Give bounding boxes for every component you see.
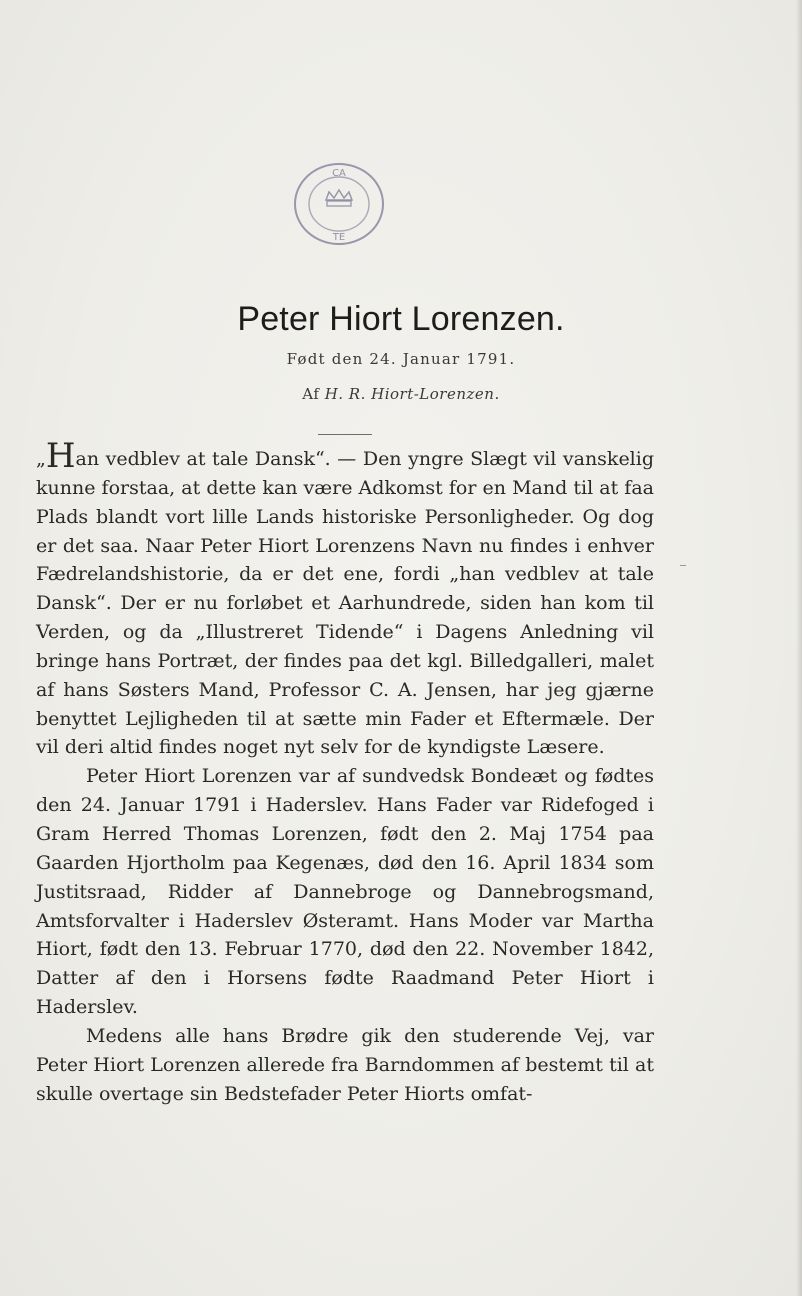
stamp-top-text: CA <box>332 168 346 179</box>
paragraph-1-text: an vedblev at tale Dansk“. — Den yngre Slægt vil vanskelig kunne forstaa, at dette kan være Adkomst for en Mand til at faa Plads blandt vort lille Lands historiske Personligheder. Og dog er det saa. Naar Peter Hiort Lorenzens Navn nu findes i enhver Fædrelandshistorie, da er det ene, fordi „han vedblev at tale Dansk“. Der er nu forløbet et Aarhundrede, siden han kom til Verden, og da „Illustreret Tidende“ i Dagens Anledning vil bringe hans Portræt, der findes paa det kgl. Billedgalleri, malet af hans Søsters Mand, Professor C. A. Jensen, har jeg gjærne benyttet Lejligheden til at sætte min Fader et Eftermæle. Der vil deri altid findes noget nyt selv for de kyndigste Læsere. <box>36 448 654 759</box>
article-body <box>36 436 654 1108</box>
page-edge-shadow <box>796 0 802 1296</box>
article-byline <box>0 385 802 403</box>
opening-quote: „ <box>36 448 46 470</box>
paragraph-3: Medens alle hans Brødre gik den studerende Vej, var Peter Hiort Lorenzen allerede fra Barndommen af bestemt til at skulle overtage sin Bedstefader Peter Hiorts omfat- <box>36 1024 654 1105</box>
byline-prefix: Af <box>302 385 320 403</box>
paragraph-2: Peter Hiort Lorenzen var af sundvedsk Bondeæt og fødtes den 24. Januar 1791 i Haderslev. Hans Fader var Ridefoged i Gram Herred Thomas Lorenzen, født den 2. Maj 1754 paa Gaarden Hjortholm paa Kegenæs, død den 16. April 1834 som Justitsraad, Ridder af Dannebroge og Dannebrogsmand, Amtsforvalter i Haderslev Østeramt. Hans Moder var Martha Hiort, født den 13. Februar 1770, død den 22. November 1842, Datter af den i Horsens fødte Raadmand Peter Hiort i Haderslev. <box>36 765 654 1019</box>
margin-mark <box>680 565 686 566</box>
article-subtitle: Født den 24. Januar 1791. <box>286 350 516 368</box>
title-divider <box>318 434 372 435</box>
drop-cap: H <box>45 436 76 476</box>
crown-icon <box>326 190 352 200</box>
stamp-bottom-text: TE <box>332 232 346 243</box>
article-title: Peter Hiort Lorenzen. <box>237 300 565 338</box>
byline-author: H. R. Hiort-Lorenzen. <box>324 385 500 403</box>
library-stamp-icon <box>286 156 392 252</box>
paragraph-1 <box>36 436 654 762</box>
